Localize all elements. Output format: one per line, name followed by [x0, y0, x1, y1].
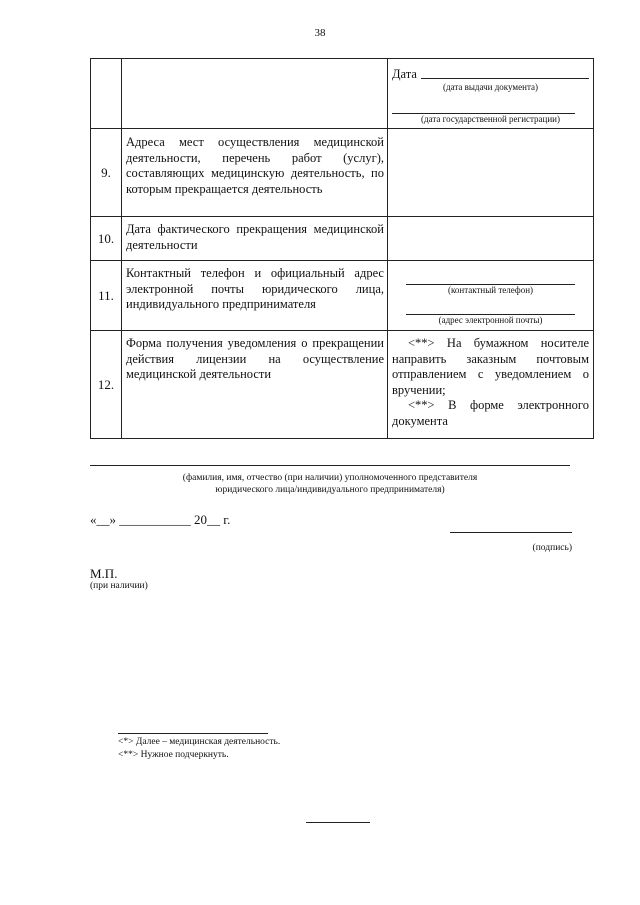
- row-value-termination-date[interactable]: [388, 217, 594, 261]
- stamp-note: (при наличии): [90, 581, 148, 591]
- email-line[interactable]: [406, 302, 575, 315]
- row-number: 11.: [91, 261, 122, 331]
- stamp-label: М.П.: [90, 566, 118, 581]
- table-row-dates: [91, 59, 594, 129]
- representative-name-line[interactable]: [90, 465, 570, 466]
- table-row-9: [91, 129, 594, 217]
- representative-caption-line1: (фамилия, имя, отчество (при наличии) уполномоченного представителя: [182, 473, 478, 483]
- table-row-11: [91, 261, 594, 331]
- date-label: Дата: [392, 66, 417, 81]
- footnote-2: <**> Нужное подчеркнуть.: [118, 750, 229, 760]
- page-number: 38: [314, 27, 326, 39]
- representative-caption-line2: юридического лица/индивидуального предпринимателя): [215, 485, 445, 495]
- row-number: [91, 59, 122, 129]
- row-value-contacts: [388, 261, 594, 331]
- footnote-1: <*> Далее – медицинская деятельность.: [118, 737, 281, 747]
- row-number: 10.: [91, 217, 122, 261]
- phone-line[interactable]: [406, 272, 575, 285]
- table-row-12: [91, 331, 594, 439]
- row-description: Дата фактического прекращения медицинской деятельности: [122, 217, 388, 261]
- signature-line[interactable]: [450, 532, 572, 533]
- row-number: 9.: [91, 129, 122, 217]
- page-end-divider: [306, 822, 370, 823]
- option-paper[interactable]: <**> На бумажном носителе направить заказным почтовым отправлением с уведомлением о вручении;: [392, 336, 589, 397]
- row-description: Форма получения уведомления о прекращении действия лицензии на осуществление медицинской деятельности: [122, 331, 388, 439]
- phone-caption: (контактный телефон): [447, 285, 534, 295]
- row-value-dates: [388, 59, 594, 129]
- row-description: Контактный телефон и официальный адрес электронной почты юридического лица, индивидуального предпринимателя: [122, 261, 388, 331]
- representative-caption: [90, 472, 570, 496]
- row-value-delivery-form: [388, 331, 594, 439]
- email-caption: (адрес электронной почты): [438, 315, 543, 325]
- row-value-addresses[interactable]: [388, 129, 594, 217]
- signature-caption: (подпись): [532, 543, 572, 553]
- footnote-divider: [118, 733, 268, 734]
- license-termination-form-table: [90, 58, 594, 439]
- row-number: 12.: [91, 331, 122, 439]
- registration-date-line[interactable]: [392, 101, 575, 114]
- date-field[interactable]: «__» ___________ 20__ г.: [90, 512, 231, 527]
- table-row-10: [91, 217, 594, 261]
- row-description: Адреса мест осуществления медицинской деятельности, перечень работ (услуг), составляющих медицинскую деятельность, по которым прекращается деятельность: [122, 129, 388, 217]
- registration-date-caption: (дата государственной регистрации): [421, 114, 560, 124]
- row-description: [122, 59, 388, 129]
- option-electronic[interactable]: <**> В форме электронного документа: [392, 398, 589, 428]
- issue-date-caption: (дата выдачи документа): [443, 82, 538, 92]
- issue-date-line[interactable]: [421, 66, 589, 79]
